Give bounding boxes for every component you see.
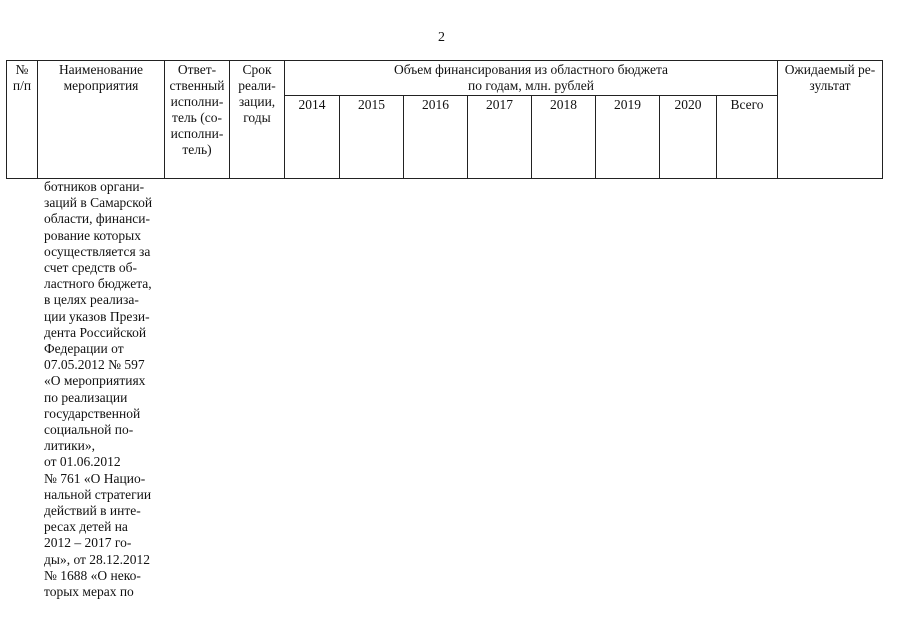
header-year: 2014: [285, 96, 340, 179]
header-year: 2016: [404, 96, 468, 179]
text-line: № 1688 «О неко-: [44, 567, 141, 583]
header-year: 2017: [468, 96, 532, 179]
text-line: 2012 – 2017 го-: [44, 535, 132, 551]
text-line: Федерации от: [44, 341, 124, 357]
text-line: осуществляется за: [44, 243, 151, 259]
text-line: ботников органи-: [44, 179, 145, 194]
header-number: № п/п: [7, 61, 38, 179]
text-line: ции указов Прези-: [44, 308, 150, 324]
text-line: дента Российской: [44, 324, 147, 340]
text-line: по реализации: [44, 389, 128, 405]
text-line: области, финанси-: [44, 211, 151, 227]
header-funding: Объем финансирования из областного бюджета по годам, млн. рублей: [285, 61, 778, 96]
text-line: № 761 «О Нацио-: [44, 470, 146, 486]
text-line: в целях реализа-: [44, 292, 139, 308]
text-line: рование которых: [44, 227, 141, 243]
text-line: государственной: [44, 405, 141, 421]
text-line: социальной по-: [44, 422, 134, 438]
text-line: торых мерах по: [44, 584, 134, 600]
header-year: 2020: [660, 96, 717, 179]
header-total: Всего: [717, 96, 778, 179]
page-number: 2: [438, 30, 445, 45]
header-year: 2019: [596, 96, 660, 179]
header-term: Срок реали- зации, годы: [230, 61, 285, 179]
measure-description: [44, 179, 174, 600]
text-line: «О мероприятиях: [44, 373, 146, 389]
header-name: Наименование мероприятия: [38, 61, 165, 179]
text-line: ресах детей на: [44, 519, 128, 535]
text-line: заций в Самарской: [44, 195, 153, 211]
text-line: ды», от 28.12.2012: [44, 551, 151, 567]
text-line: действий в инте-: [44, 503, 141, 519]
header-year: 2015: [340, 96, 404, 179]
header-year: 2018: [532, 96, 596, 179]
header-executor: Ответ- ственный исполни- тель (со- исполни- тель): [165, 61, 230, 179]
financing-table: [6, 60, 883, 179]
text-line: нальной стратегии: [44, 486, 152, 502]
text-line: ластного бюджета,: [44, 276, 152, 292]
text-line: счет средств об-: [44, 260, 137, 276]
header-result: Ожидаемый ре- зультат: [778, 61, 883, 179]
text-line: от 01.06.2012: [44, 454, 121, 470]
text-line: литики»,: [44, 438, 95, 454]
text-line: 07.05.2012 № 597: [44, 357, 145, 373]
